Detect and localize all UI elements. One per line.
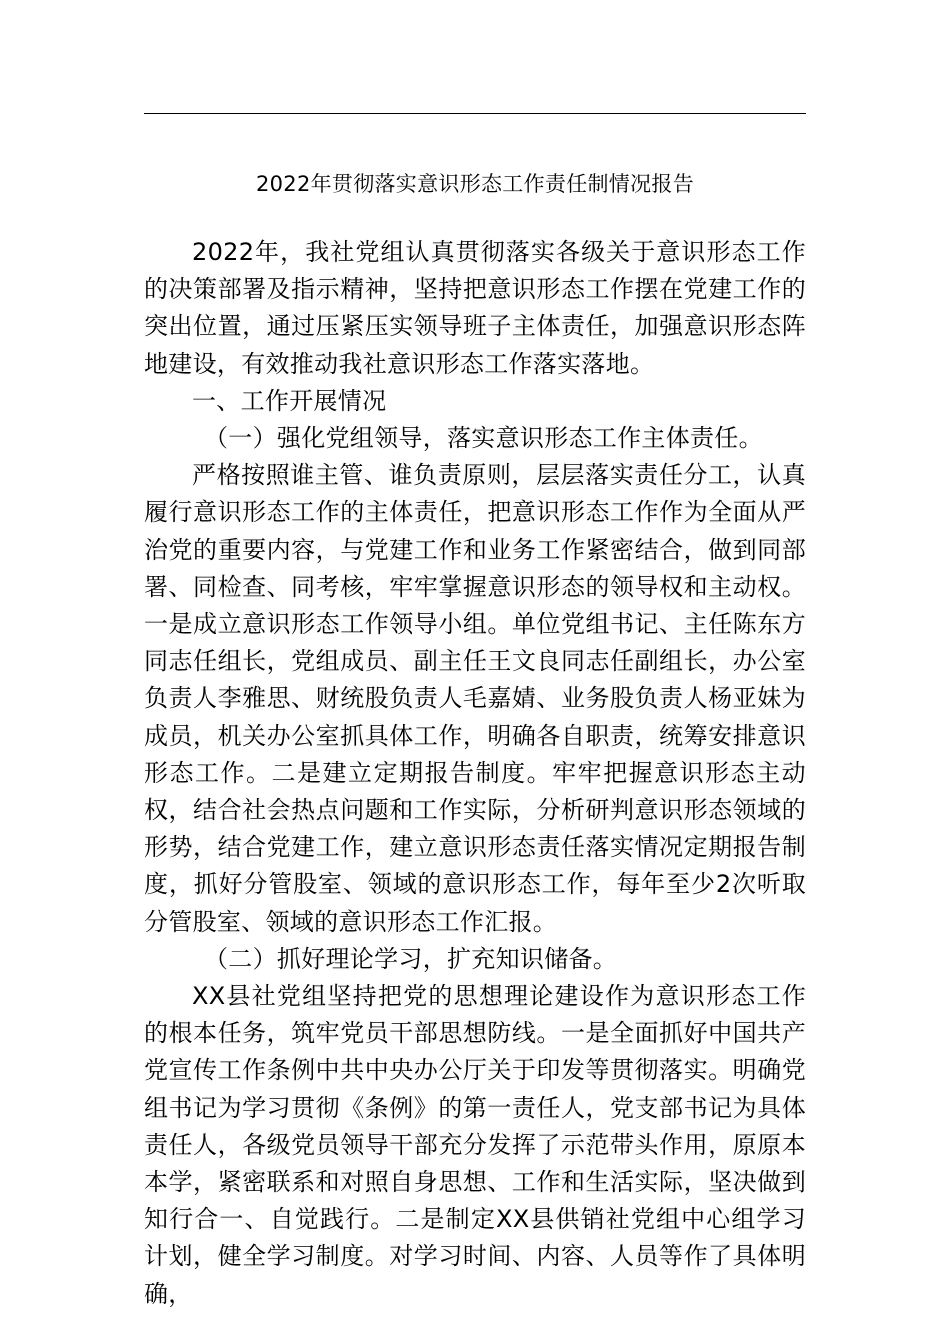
intro-paragraph: 2022年，我社党组认真贯彻落实各级关于意识形态工作的决策部署及指示精神，坚持把意识形态工作摆在党建工作的突出位置，通过压紧压实领导班子主体责任，加强意识形态阵地建设，有效推动我社意识形态工作落实落地。 [144,238,806,378]
section-heading-1: 一、工作开展情况 [192,386,387,415]
document-title: 2022年贯彻落实意识形态工作责任制情况报告 [255,172,695,196]
subsection-heading-1: （一）强化党组领导，落实意识形态工作主体责任。 [204,424,763,453]
header-rule [144,113,806,114]
subsection-heading-2: （二）抓好理论学习，扩充知识储备。 [204,944,618,973]
body-paragraph-1: 严格按照谁主管、谁负责原则，层层落实责任分工，认真履行意识形态工作的主体责任，把意识形态工作作为全面从严治党的重要内容，与党建工作和业务工作紧密结合，做到同部署、同检查、同考核，牢牢掌握意识形态的领导权和主动权。一是成立意识形态工作领导小组。单位党组书记、主任陈东方同志任组长，党组成员、副主任王文良同志任副组长，办公室负责人李雅思、财统股负责人毛嘉婧、业务股负责人杨亚妹为成员，机关办公室抓具体工作，明确各自职责，统筹安排意识形态工作。二是建立定期报告制度。牢牢把握意识形态主动权，结合社会热点问题和工作实际，分析研判意识形态领域的形势，结合党建工作，建立意识形态责任落实情况定期报告制度，抓好分管股室、领域的意识形态工作，每年至少2次听取分管股室、领域的意识形态工作汇报。 [144,461,806,936]
body-paragraph-2: XX县社党组坚持把党的思想理论建设作为意识形态工作的根本任务，筑牢党员干部思想防线。一是全面抓好中国共产党宣传工作条例中共中央办公厅关于印发等贯彻落实。明确党组书记为学习贯彻《条例》的第一责任人，党支部书记为具体责任人，各级党员领导干部充分发挥了示范带头作用，原原本本学，紧密联系和对照自身思想、工作和生活实际，坚决做到知行合一、自觉践行。二是制定XX县供销社党组中心组学习计划，健全学习制度。对学习时间、内容、人员等作了具体明确， [144,982,806,1308]
document-body [144,234,806,1313]
